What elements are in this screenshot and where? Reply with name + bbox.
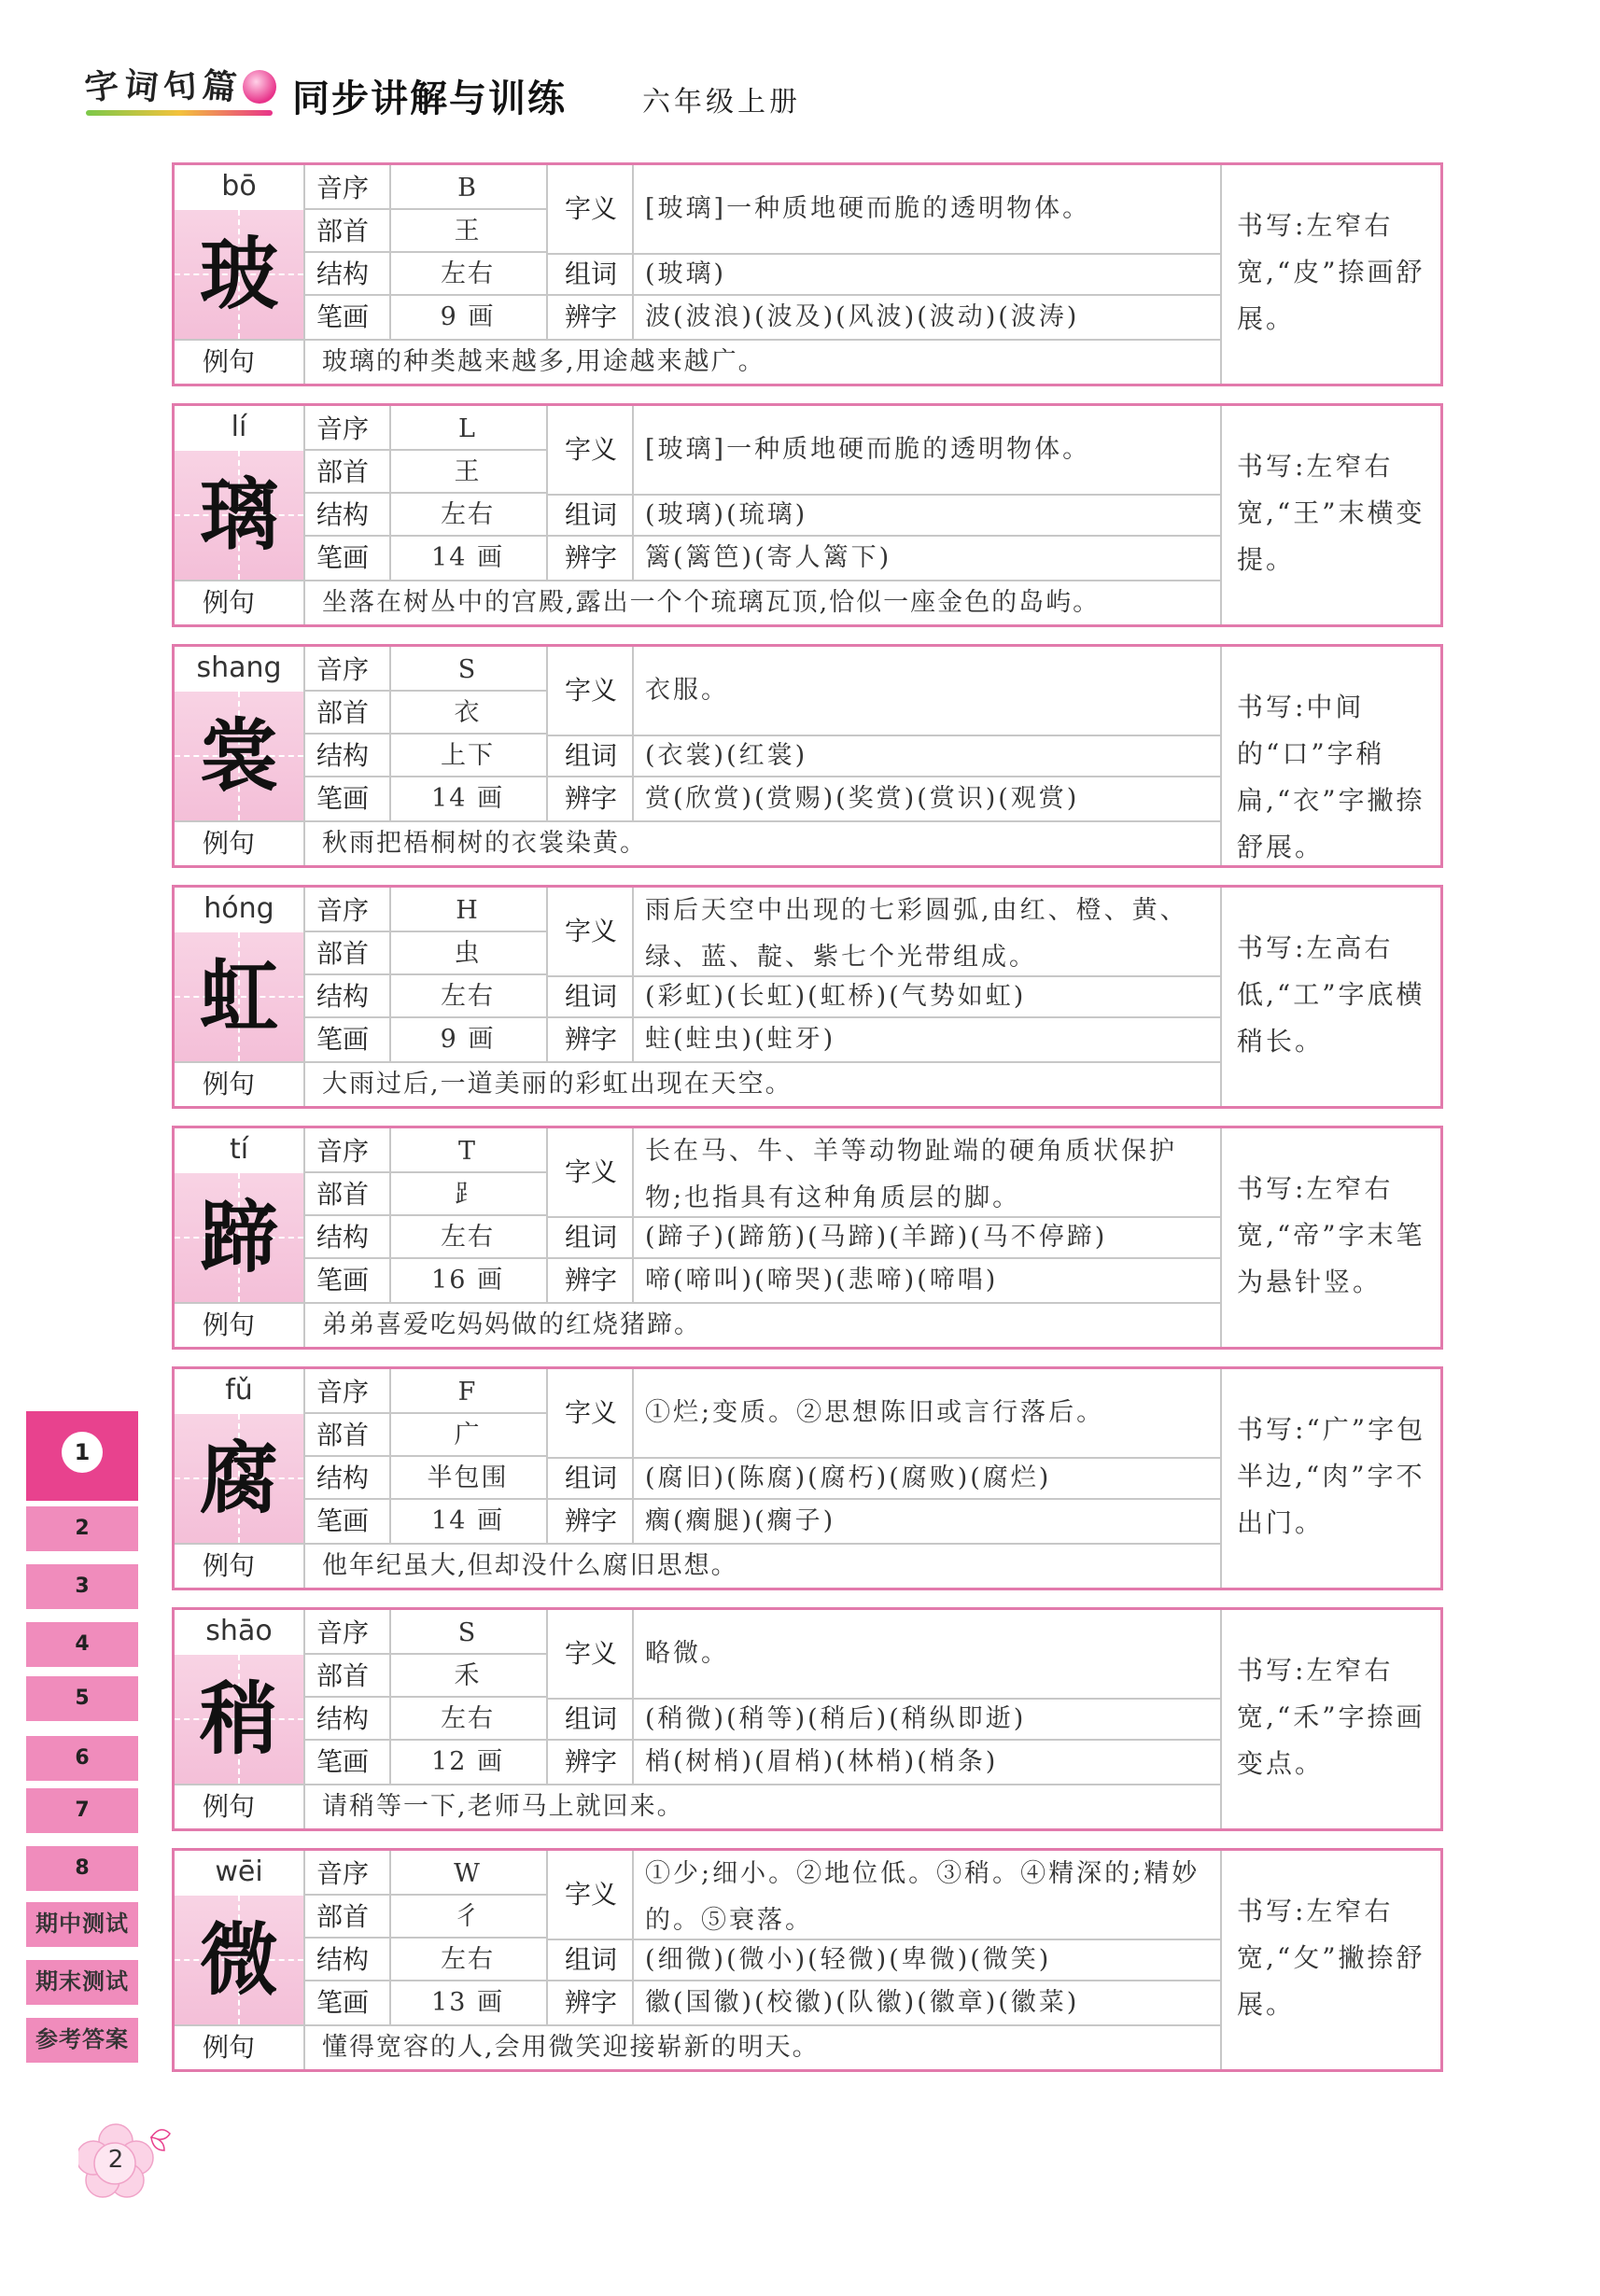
big-character bbox=[175, 451, 303, 580]
label-bianzi: 辨字 bbox=[565, 542, 618, 573]
character-card bbox=[172, 1366, 1443, 1590]
grid-line bbox=[303, 647, 305, 820]
value-radical: 禾 bbox=[454, 1661, 482, 1690]
distinguish-text: 赏(欣赏)(赏赐)(奖赏)(赏识)(观赏) bbox=[645, 784, 1080, 813]
character-glyph: 稍 bbox=[199, 1673, 278, 1765]
grid-line bbox=[632, 1610, 634, 1784]
grid-line bbox=[303, 1610, 305, 1784]
label-jiegou: 结构 bbox=[316, 1222, 370, 1253]
character-card bbox=[172, 1607, 1443, 1831]
writing-note: 书写:左高右低,“工”字底横稍长。 bbox=[1237, 932, 1425, 1057]
words-text: (玻璃) bbox=[645, 259, 727, 288]
tab-answers[interactable]: 参考答案 bbox=[26, 2018, 138, 2063]
big-character bbox=[175, 1414, 303, 1543]
value-initial: S bbox=[457, 655, 478, 684]
pinyin: tí bbox=[229, 1133, 249, 1166]
label-jiegou: 结构 bbox=[316, 259, 370, 289]
meaning-text: 衣服。 bbox=[645, 676, 729, 705]
words-text: (蹄子)(蹄筋)(马蹄)(羊蹄)(马不停蹄) bbox=[645, 1223, 1108, 1252]
big-character bbox=[175, 1655, 303, 1784]
grid-line bbox=[632, 647, 634, 820]
grid-line bbox=[303, 1061, 305, 1106]
value-initial: F bbox=[457, 1378, 478, 1407]
pinyin: shang bbox=[196, 651, 282, 684]
value-strokes: 14 画 bbox=[431, 784, 504, 813]
value-strokes: 14 画 bbox=[431, 543, 504, 572]
meaning-text: [玻璃]一种质地硬而脆的透明物体。 bbox=[645, 435, 1091, 464]
grid-line bbox=[303, 1851, 305, 2024]
brand-underline bbox=[86, 110, 273, 116]
grid-line bbox=[1220, 1369, 1222, 1588]
brand-char: 句 bbox=[161, 64, 200, 109]
label-zuci: 组词 bbox=[565, 259, 618, 289]
tab-final[interactable]: 期末测试 bbox=[26, 1960, 138, 2005]
label-zuci: 组词 bbox=[565, 740, 618, 771]
label-yinxu: 音序 bbox=[316, 413, 370, 444]
tab-unit-1[interactable] bbox=[26, 1411, 138, 1501]
label-jiegou: 结构 bbox=[316, 981, 370, 1012]
big-character bbox=[175, 692, 303, 820]
pinyin: fǔ bbox=[225, 1374, 253, 1407]
grid-line bbox=[546, 406, 548, 580]
pinyin: lí bbox=[231, 411, 247, 443]
value-radical: 王 bbox=[454, 457, 482, 486]
writing-note: 书写:左窄右宽,“皮”捺画舒展。 bbox=[1237, 210, 1425, 334]
label-bianzi: 辨字 bbox=[565, 1024, 618, 1055]
grid-line bbox=[1220, 1128, 1222, 1347]
words-text: (细微)(微小)(轻微)(卑微)(微笑) bbox=[645, 1945, 1052, 1974]
value-structure: 左右 bbox=[441, 259, 495, 288]
label-liju: 例句 bbox=[203, 587, 256, 618]
brand-logo bbox=[82, 65, 276, 108]
grid-line bbox=[546, 1128, 548, 1302]
label-bianzi: 辨字 bbox=[565, 1265, 618, 1295]
label-bihua: 笔画 bbox=[316, 542, 370, 573]
value-strokes: 13 画 bbox=[431, 1988, 504, 2017]
grid-line bbox=[1220, 888, 1222, 1106]
big-character bbox=[175, 932, 303, 1061]
example-sentence: 弟弟喜爱吃妈妈做的红烧猪蹄。 bbox=[322, 1310, 701, 1339]
words-text: (稍微)(稍等)(稍后)(稍纵即逝) bbox=[645, 1704, 1027, 1733]
character-glyph: 玻 bbox=[199, 228, 278, 320]
char-box bbox=[175, 406, 303, 580]
label-bihua: 笔画 bbox=[316, 1024, 370, 1055]
grid-line bbox=[546, 165, 548, 339]
character-card bbox=[172, 885, 1443, 1109]
tab-unit-7[interactable]: 7 bbox=[26, 1788, 138, 1833]
grid-line bbox=[546, 1851, 548, 2024]
value-structure: 左右 bbox=[441, 1223, 495, 1252]
label-bihua: 笔画 bbox=[316, 1987, 370, 2018]
label-bihua: 笔画 bbox=[316, 1505, 370, 1536]
grid-line bbox=[546, 1369, 548, 1543]
grid-line bbox=[632, 1128, 634, 1302]
char-box bbox=[175, 1610, 303, 1784]
grid-line bbox=[546, 1610, 548, 1784]
grid-line bbox=[303, 1302, 305, 1347]
label-jiegou: 结构 bbox=[316, 1944, 370, 1975]
grid-line bbox=[1220, 1610, 1222, 1828]
value-initial: H bbox=[456, 896, 480, 925]
label-liju: 例句 bbox=[203, 346, 256, 377]
label-zuci: 组词 bbox=[565, 499, 618, 530]
character-glyph: 虹 bbox=[199, 950, 278, 1043]
writing-note: 书写:“广”字包半边,“肉”字不出门。 bbox=[1237, 1414, 1426, 1538]
label-bianzi: 辨字 bbox=[565, 301, 618, 332]
char-box bbox=[175, 1851, 303, 2024]
meaning-text: 略微。 bbox=[645, 1639, 729, 1668]
meaning-text: 长在马、牛、羊等动物趾端的硬角质状保护物;也指具有这种角质层的脚。 bbox=[645, 1137, 1177, 1212]
example-sentence: 懂得宽容的人,会用微笑迎接崭新的明天。 bbox=[322, 2033, 820, 2062]
label-ziyi: 字义 bbox=[565, 1397, 618, 1428]
grid-line bbox=[303, 1128, 305, 1302]
page-header bbox=[82, 62, 1202, 136]
distinguish-text: 瘸(瘸腿)(瘸子) bbox=[645, 1506, 836, 1535]
label-liju: 例句 bbox=[203, 1309, 256, 1340]
grid-line bbox=[303, 1784, 305, 1828]
grid-line bbox=[1220, 406, 1222, 624]
label-liju: 例句 bbox=[203, 1791, 256, 1822]
meaning-text: 雨后天空中出现的七彩圆弧,由红、橙、黄、绿、蓝、靛、紫七个光带组成。 bbox=[645, 896, 1188, 972]
value-initial: T bbox=[457, 1137, 477, 1166]
value-radical: ⻊ bbox=[454, 1180, 482, 1209]
label-bianzi: 辨字 bbox=[565, 1987, 618, 2018]
label-yinxu: 音序 bbox=[316, 1858, 370, 1889]
label-zuci: 组词 bbox=[565, 1703, 618, 1734]
character-glyph: 璃 bbox=[199, 469, 278, 561]
tab-label: 1 bbox=[62, 1432, 103, 1473]
distinguish-text: 蛀(蛀虫)(蛀牙) bbox=[645, 1025, 836, 1054]
example-sentence: 玻璃的种类越来越多,用途越来越广。 bbox=[322, 347, 765, 376]
label-ziyi: 字义 bbox=[565, 1156, 618, 1187]
char-box bbox=[175, 647, 303, 820]
value-strokes: 16 画 bbox=[431, 1266, 504, 1295]
grid-line bbox=[632, 888, 634, 1061]
label-yinxu: 音序 bbox=[316, 895, 370, 926]
book-grade: 六年级上册 bbox=[642, 86, 801, 119]
label-liju: 例句 bbox=[203, 2032, 256, 2063]
label-bushou: 部首 bbox=[316, 697, 370, 728]
char-box bbox=[175, 888, 303, 1061]
label-bianzi: 辨字 bbox=[565, 1505, 618, 1536]
label-bihua: 笔画 bbox=[316, 783, 370, 814]
pinyin: wēi bbox=[215, 1855, 263, 1888]
meaning-text: ①少;细小。②地位低。③稍。④精深的;精妙的。⑤衰落。 bbox=[645, 1859, 1200, 1935]
char-box bbox=[175, 165, 303, 339]
label-ziyi: 字义 bbox=[565, 916, 618, 946]
grid-line bbox=[632, 165, 634, 339]
writing-note: 书写:中间的“口”字稍扁,“衣”字撇捺舒展。 bbox=[1237, 692, 1425, 862]
label-bihua: 笔画 bbox=[316, 1746, 370, 1777]
tab-unit-3[interactable]: 3 bbox=[26, 1564, 138, 1609]
big-character bbox=[175, 1896, 303, 2024]
label-bushou: 部首 bbox=[316, 456, 370, 487]
character-card bbox=[172, 1126, 1443, 1350]
tab-midterm[interactable]: 期中测试 bbox=[26, 1902, 138, 1947]
label-bihua: 笔画 bbox=[316, 301, 370, 332]
distinguish-text: 徽(国徽)(校徽)(队徽)(徽章)(徽菜) bbox=[645, 1988, 1080, 2017]
distinguish-text: 梢(树梢)(眉梢)(林梢)(梢条) bbox=[645, 1747, 999, 1776]
label-bushou: 部首 bbox=[316, 1901, 370, 1932]
value-radical: 衣 bbox=[454, 698, 482, 727]
grid-line bbox=[632, 406, 634, 580]
grid-line bbox=[303, 1543, 305, 1588]
label-liju: 例句 bbox=[203, 1069, 256, 1099]
value-structure: 上下 bbox=[441, 741, 495, 770]
value-radical: 王 bbox=[454, 217, 482, 245]
label-bushou: 部首 bbox=[316, 1179, 370, 1210]
character-card bbox=[172, 1848, 1443, 2072]
value-radical: 广 bbox=[454, 1421, 482, 1449]
character-card bbox=[172, 162, 1443, 386]
label-ziyi: 字义 bbox=[565, 1879, 618, 1910]
grid-line bbox=[632, 1851, 634, 2024]
label-ziyi: 字义 bbox=[565, 675, 618, 706]
label-bihua: 笔画 bbox=[316, 1265, 370, 1295]
words-text: (衣裳)(红裳) bbox=[645, 741, 808, 770]
grid-line bbox=[303, 1369, 305, 1543]
value-radical: 虫 bbox=[454, 939, 482, 968]
grid-line bbox=[1220, 165, 1222, 384]
big-character bbox=[175, 210, 303, 339]
tab-unit-5[interactable]: 5 bbox=[26, 1676, 138, 1721]
label-zuci: 组词 bbox=[565, 1222, 618, 1253]
label-bushou: 部首 bbox=[316, 216, 370, 246]
writing-note: 书写:左窄右宽,“帝”字末笔为悬针竖。 bbox=[1237, 1173, 1425, 1297]
value-initial: W bbox=[454, 1859, 482, 1888]
book-title: 同步讲解与训练 bbox=[292, 77, 567, 120]
char-box bbox=[175, 1369, 303, 1543]
grid-line bbox=[546, 888, 548, 1061]
distinguish-text: 篱(篱笆)(寄人篱下) bbox=[645, 543, 892, 572]
label-ziyi: 字义 bbox=[565, 1638, 618, 1669]
words-text: (腐旧)(陈腐)(腐朽)(腐败)(腐烂) bbox=[645, 1463, 1052, 1492]
grid-line bbox=[303, 820, 305, 865]
meaning-text: [玻璃]一种质地硬而脆的透明物体。 bbox=[645, 194, 1091, 223]
value-radical: 彳 bbox=[454, 1902, 482, 1931]
pinyin: shāo bbox=[205, 1615, 273, 1647]
big-character bbox=[175, 1173, 303, 1302]
value-structure: 左右 bbox=[441, 1704, 495, 1733]
pinyin: bō bbox=[221, 170, 257, 203]
grid-line bbox=[303, 406, 305, 580]
value-initial: L bbox=[458, 414, 477, 443]
pinyin: hóng bbox=[204, 892, 274, 925]
tab-unit-8[interactable]: 8 bbox=[26, 1846, 138, 1891]
label-bushou: 部首 bbox=[316, 938, 370, 969]
label-bianzi: 辨字 bbox=[565, 783, 618, 814]
words-text: (彩虹)(长虹)(虹桥)(气势如虹) bbox=[645, 982, 1027, 1011]
grid-line bbox=[303, 339, 305, 384]
brand-dot-icon bbox=[243, 70, 276, 104]
distinguish-text: 波(波浪)(波及)(风波)(波动)(波涛) bbox=[645, 302, 1080, 331]
tab-unit-6[interactable]: 6 bbox=[26, 1736, 138, 1781]
label-bushou: 部首 bbox=[316, 1660, 370, 1691]
value-strokes: 9 画 bbox=[440, 302, 496, 331]
value-structure: 左右 bbox=[441, 500, 495, 529]
grid-line bbox=[632, 1369, 634, 1543]
value-initial: S bbox=[457, 1618, 478, 1647]
tab-unit-2[interactable]: 2 bbox=[26, 1506, 138, 1551]
character-card bbox=[172, 403, 1443, 627]
writing-note: 书写:左窄右宽,“攵”撇捺舒展。 bbox=[1237, 1896, 1425, 2020]
label-jiegou: 结构 bbox=[316, 499, 370, 530]
label-yinxu: 音序 bbox=[316, 1136, 370, 1167]
label-liju: 例句 bbox=[203, 1550, 256, 1581]
value-strokes: 9 画 bbox=[440, 1025, 496, 1054]
label-yinxu: 音序 bbox=[316, 1617, 370, 1648]
label-jiegou: 结构 bbox=[316, 740, 370, 771]
grid-line bbox=[1220, 647, 1222, 865]
label-yinxu: 音序 bbox=[316, 173, 370, 203]
page-number: 2 bbox=[107, 2146, 124, 2174]
grid-line bbox=[303, 2024, 305, 2069]
value-strokes: 12 画 bbox=[431, 1747, 504, 1776]
value-strokes: 14 画 bbox=[431, 1506, 504, 1535]
page-number-badge bbox=[78, 2121, 179, 2199]
words-text: (玻璃)(琉璃) bbox=[645, 500, 808, 529]
label-bushou: 部首 bbox=[316, 1420, 370, 1450]
value-structure: 半包围 bbox=[427, 1463, 509, 1492]
character-glyph: 蹄 bbox=[199, 1191, 278, 1283]
grid-line bbox=[303, 165, 305, 339]
example-sentence: 大雨过后,一道美丽的彩虹出现在天空。 bbox=[322, 1070, 793, 1099]
meaning-text: ①烂;变质。②思想陈旧或言行落后。 bbox=[645, 1398, 1105, 1427]
grid-line bbox=[546, 647, 548, 820]
brand-char: 字 bbox=[82, 64, 121, 109]
label-bianzi: 辨字 bbox=[565, 1746, 618, 1777]
grid-line bbox=[303, 888, 305, 1061]
label-zuci: 组词 bbox=[565, 1944, 618, 1975]
example-sentence: 请稍等一下,老师马上就回来。 bbox=[322, 1792, 684, 1821]
character-glyph: 腐 bbox=[199, 1432, 278, 1524]
grid-line bbox=[303, 580, 305, 624]
example-sentence: 坐落在树丛中的宫殿,露出一个个琉璃瓦顶,恰似一座金色的岛屿。 bbox=[322, 588, 1101, 617]
label-liju: 例句 bbox=[203, 828, 256, 859]
label-ziyi: 字义 bbox=[565, 193, 618, 224]
char-box bbox=[175, 1128, 303, 1302]
writing-note: 书写:左窄右宽,“王”末横变提。 bbox=[1237, 451, 1425, 575]
brand-char: 词 bbox=[121, 65, 161, 108]
label-ziyi: 字义 bbox=[565, 434, 618, 465]
writing-note: 书写:左窄右宽,“禾”字捺画变点。 bbox=[1237, 1655, 1425, 1779]
label-yinxu: 音序 bbox=[316, 1377, 370, 1407]
tab-unit-4[interactable]: 4 bbox=[26, 1622, 138, 1667]
character-card bbox=[172, 644, 1443, 868]
label-zuci: 组词 bbox=[565, 981, 618, 1012]
example-sentence: 秋雨把梧桐树的衣裳染黄。 bbox=[322, 829, 647, 858]
value-initial: B bbox=[457, 174, 478, 203]
label-jiegou: 结构 bbox=[316, 1463, 370, 1493]
value-structure: 左右 bbox=[441, 982, 495, 1011]
distinguish-text: 啼(啼叫)(啼哭)(悲啼)(啼唱) bbox=[645, 1266, 999, 1295]
grid-line bbox=[1220, 1851, 1222, 2069]
label-yinxu: 音序 bbox=[316, 654, 370, 685]
value-structure: 左右 bbox=[441, 1945, 495, 1974]
character-glyph: 微 bbox=[199, 1913, 278, 2006]
label-jiegou: 结构 bbox=[316, 1703, 370, 1734]
example-sentence: 他年纪虽大,但却没什么腐旧思想。 bbox=[322, 1551, 738, 1580]
label-zuci: 组词 bbox=[565, 1463, 618, 1493]
brand-char: 篇 bbox=[200, 65, 239, 108]
character-glyph: 裳 bbox=[199, 709, 278, 802]
